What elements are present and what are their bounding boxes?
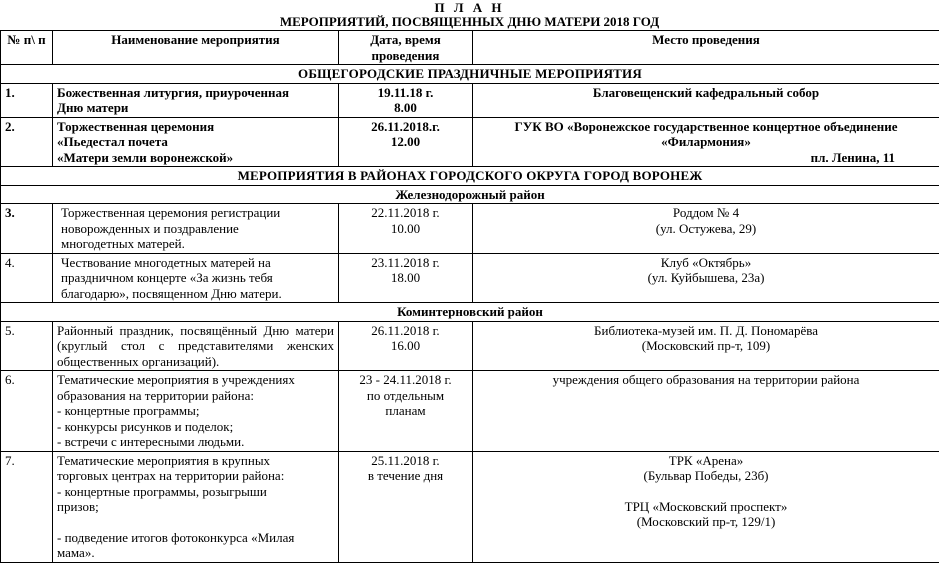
table-row bbox=[1, 371, 939, 452]
events-table bbox=[0, 30, 939, 563]
row-num: 2. bbox=[1, 117, 53, 167]
table-row bbox=[1, 253, 939, 303]
row-name: Районный праздник, посвящённый Дню матери (круглый стол с представителями женских общественных организаций). bbox=[53, 321, 339, 371]
section-city: ОБЩЕГОРОДСКИЕ ПРАЗДНИЧНЫЕ МЕРОПРИЯТИЯ bbox=[1, 65, 939, 84]
row-name: Тематические мероприятия в учреждениях образования на территории района: - концертные программы; - конкурсы рисунков и поделок; - встречи с интересными людьми. bbox=[53, 371, 339, 452]
header-date: Дата, время проведения bbox=[339, 31, 473, 65]
row-num: 6. bbox=[1, 371, 53, 452]
row-place: ГУК ВО «Воронежское государственное концертное объединение «Филармония» пл. Ленина, 11 bbox=[473, 117, 939, 167]
row-place: Роддом № 4 (ул. Остужева, 29) bbox=[473, 204, 939, 254]
header-name: Наименование мероприятия bbox=[53, 31, 339, 65]
row-date: 26.11.2018.г. 12.00 bbox=[339, 117, 473, 167]
header-place: Место проведения bbox=[473, 31, 939, 65]
district-row bbox=[1, 303, 939, 322]
section-districts: МЕРОПРИЯТИЯ В РАЙОНАХ ГОРОДСКОГО ОКРУГА ГОРОД ВОРОНЕЖ bbox=[1, 167, 939, 186]
row-name: Божественная литургия, приуроченная Дню матери bbox=[53, 83, 339, 117]
row-name: Тематические мероприятия в крупных торговых центрах на территории района: - концертные программы, розыгрыши призов; - подведение итогов фотоконкурса «Милая мама». bbox=[53, 451, 339, 562]
table-row bbox=[1, 204, 939, 254]
table-row bbox=[1, 451, 939, 562]
row-date: 25.11.2018 г. в течение дня bbox=[339, 451, 473, 562]
district-zheleznodorozhny: Железнодорожный район bbox=[1, 185, 939, 204]
page-title: П Л А Н bbox=[434, 0, 505, 15]
row-date: 26.11.2018 г. 16.00 bbox=[339, 321, 473, 371]
row-num: 5. bbox=[1, 321, 53, 371]
row-place: ТРК «Арена» (Бульвар Победы, 23б) ТРЦ «Московский проспект» (Московский пр-т, 129/1) bbox=[473, 451, 939, 562]
table-row bbox=[1, 321, 939, 371]
row-place: Благовещенский кафедральный собор bbox=[473, 83, 939, 117]
header-row bbox=[1, 31, 939, 65]
row-place: Библиотека-музей им. П. Д. Пономарёва (Московский пр-т, 109) bbox=[473, 321, 939, 371]
row-place: учреждения общего образования на территории района bbox=[473, 371, 939, 452]
row-name: Торжественная церемония «Пьедестал почета «Матери земли воронежской» bbox=[53, 117, 339, 167]
row-num: 7. bbox=[1, 451, 53, 562]
row-name: Торжественная церемония регистрации новорожденных и поздравление многодетных матерей. bbox=[53, 204, 339, 254]
row-date: 19.11.18 г. 8.00 bbox=[339, 83, 473, 117]
district-row bbox=[1, 185, 939, 204]
row-date: 23 - 24.11.2018 г. по отдельным планам bbox=[339, 371, 473, 452]
row-num: 1. bbox=[1, 83, 53, 117]
district-kominternovsky: Коминтерновский район bbox=[1, 303, 939, 322]
section-row bbox=[1, 167, 939, 186]
row-num: 3. bbox=[1, 204, 53, 254]
row-place: Клуб «Октябрь» (ул. Куйбышева, 23а) bbox=[473, 253, 939, 303]
row-date: 23.11.2018 г. 18.00 bbox=[339, 253, 473, 303]
section-row bbox=[1, 65, 939, 84]
row-name: Чествование многодетных матерей на праздничном концерте «За жизнь тебя благодарю», посвященном Дню матери. bbox=[53, 253, 339, 303]
row-num: 4. bbox=[1, 253, 53, 303]
row-date: 22.11.2018 г. 10.00 bbox=[339, 204, 473, 254]
header-num: № п\ п bbox=[1, 31, 53, 65]
table-row bbox=[1, 83, 939, 117]
table-row bbox=[1, 117, 939, 167]
page-subtitle: МЕРОПРИЯТИЙ, ПОСВЯЩЕННЫХ ДНЮ МАТЕРИ 2018 ГОД bbox=[279, 14, 660, 29]
